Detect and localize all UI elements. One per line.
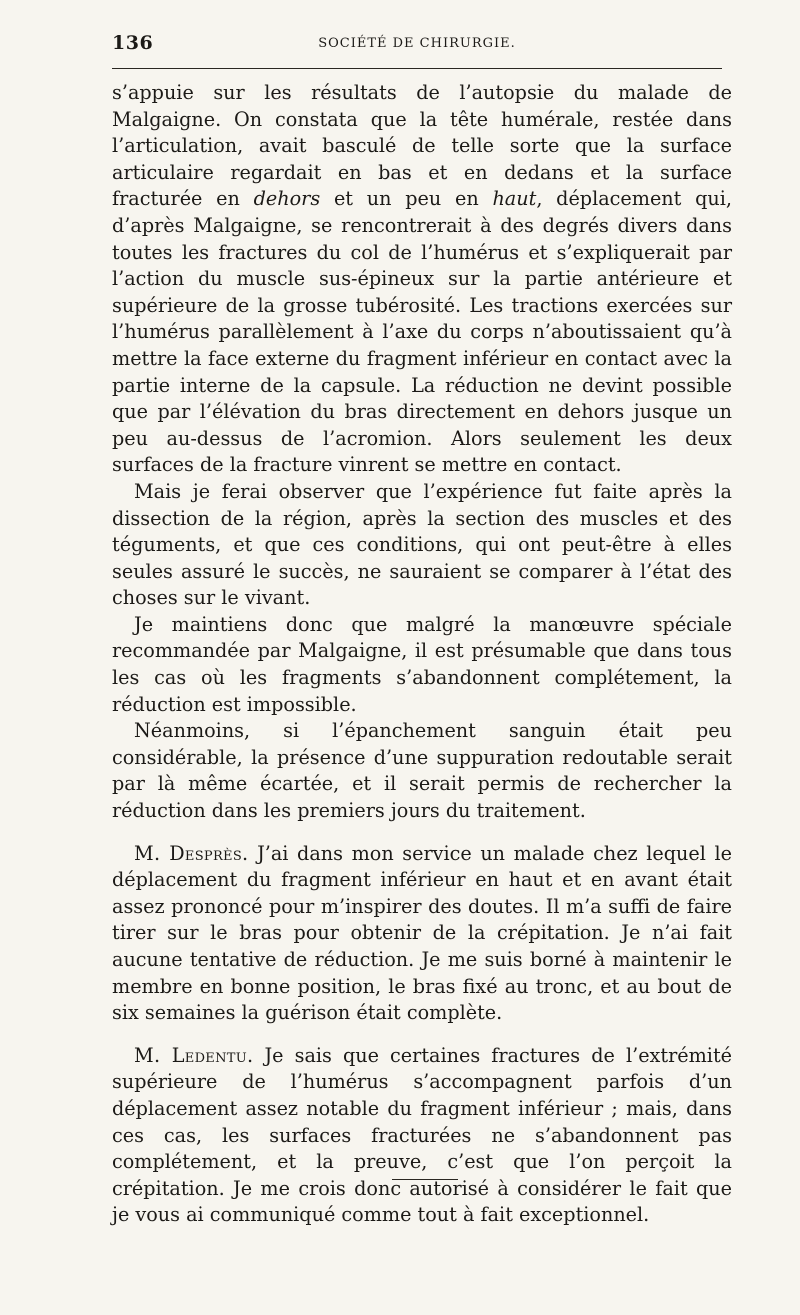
paragraph-despres-text: J’ai dans mon service un malade chez lequel le déplacement du fragment inférieur en haut et en avant était assez prononcé pour m’inspirer des doutes. Il m’a suffi de faire tirer sur le bras pour obtenir de la crépitation. Je n’ai fait aucune tentative de réduction. Je me suis borné à maintenir le membre en bonne position, le bras fixé au tronc, et au bout de six semaines la guérison était complète. <box>112 841 732 1025</box>
emphasis-haut: haut <box>492 187 537 211</box>
end-rule <box>392 1179 458 1180</box>
speaker-ledentu: M. Ledentu. <box>134 1043 254 1067</box>
page-number: 136 <box>112 32 154 54</box>
paragraph-3: Je maintiens donc que malgré la manœuvre spéciale recommandée par Malgaigne, il est présumable que dans tous les cas où les fragments s’abandonnent complétement, la réduction est impossible. <box>112 612 732 716</box>
paragraph-1-text-c: , déplacement qui, d’après Malgaigne, se rencontrerait à des degrés divers dans toutes les fractures du col de l’humérus et s’expliquerait par l’action du muscle sus-épineux sur la partie antérieure et supérieure de la grosse tubérosité. Les tractions exercées sur l’humérus parallèlement à l’axe du corps n’aboutissaient qu’à mettre la face externe du fragment inférieur en contact avec la partie interne de la capsule. La réduction ne devint possible que par l’élévation du bras directement en dehors jusque un peu au-dessus de l’acromion. Alors seulement les deux surfaces de la fracture vinrent se mettre en contact. <box>112 187 732 477</box>
paragraph-4: Néanmoins, si l’épanchement sanguin était peu considérable, la présence d’une suppuration redoutable serait par là même écartée, et il serait permis de rechercher la réduction dans les premiers jours du traitement. <box>112 719 732 823</box>
body-text <box>112 80 732 1229</box>
paragraph-ledentu <box>112 1043 732 1229</box>
running-header <box>112 24 722 54</box>
paragraph-1 <box>112 80 732 479</box>
speaker-despres: M. Desprès. <box>134 841 249 865</box>
paragraph-ledentu-text: Je sais que certaines fractures de l’extrémité supérieure de l’humérus s’accompagnent parfois d’un déplacement assez notable du fragment inférieur ; mais, dans ces cas, les surfaces fracturées ne s’abandonnent pas complétement, et la preuve, c’est que l’on perçoit la crépitation. Je me crois donc autorisé à considérer le fait que je vous ai communiqué comme tout à fait exceptionnel. <box>112 1043 733 1227</box>
running-title: SOCIÉTÉ DE CHIRURGIE. <box>318 36 516 51</box>
header-rule <box>112 68 722 69</box>
paragraph-2: Mais je ferai observer que l’expérience fut faite après la dissection de la région, après la section des muscles et des téguments, et que ces conditions, qui ont peut-être à elles seules assuré le succès, ne sauraient se comparer à l’état des choses sur le vivant. <box>112 479 732 610</box>
emphasis-dehors: dehors <box>253 187 321 211</box>
paragraph-despres <box>112 841 732 1027</box>
paragraph-1-text-b: et un peu en <box>320 187 493 211</box>
paragraph-1-text-a: s’appuie sur les résultats de l’autopsie du malade de Malgaigne. On constata que la tête humérale, restée dans l’articulation, avait basculé de telle sorte que la surface articulaire regardait en bas et en dedans et la surface fracturée en <box>112 81 732 211</box>
